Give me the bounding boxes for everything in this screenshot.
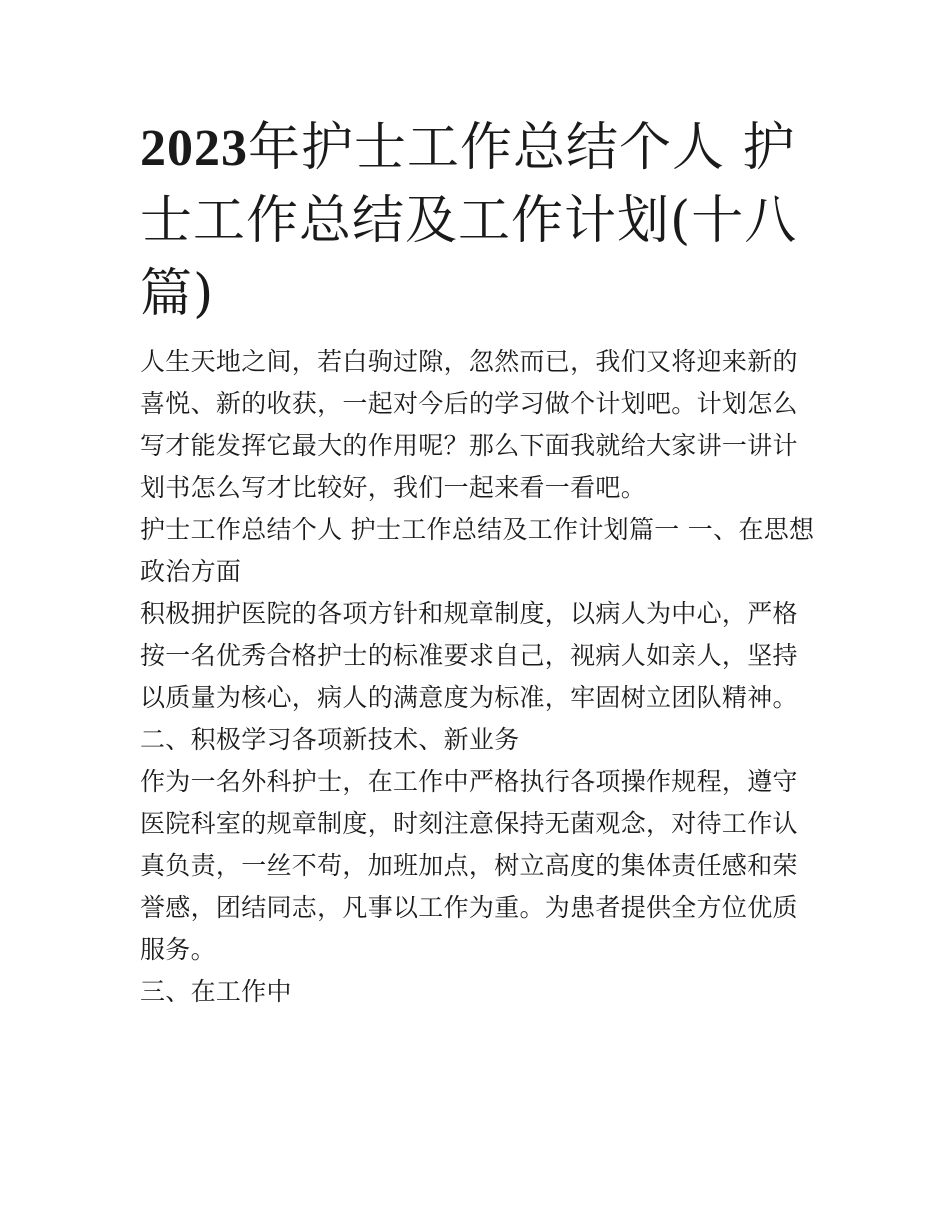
document-body (140, 341, 820, 1013)
document-page (140, 112, 820, 1013)
body-paragraph: 积极拥护医院的各项方针和规章制度，以病人为中心，严格按一名优秀合格护士的标准要求自己，视病人如亲人，坚持以质量为核心，病人的满意度为标准，牢固树立团队精神。 (140, 599, 798, 712)
body-paragraph: 作为一名外科护士，在工作中严格执行各项操作规程，遵守医院科室的规章制度，时刻注意保持无菌观念，对待工作认真负责，一丝不苟，加班加点，树立高度的集体责任感和荣誉感，团结同志，凡事以工作为重。为患者提供全方位优质服务。 (140, 767, 798, 964)
section-heading-2: 二、积极学习各项新技术、新业务 (140, 725, 520, 754)
intro-paragraph: 人生天地之间，若白驹过隙，忽然而已，我们又将迎来新的喜悦、新的收获，一起对今后的学习做个计划吧。计划怎么写才能发挥它最大的作用呢？那么下面我就给大家讲一讲计划书怎么写才比较好，我们一起来看一看吧。 (140, 347, 798, 502)
section-heading-3: 三、在工作中 (140, 977, 292, 1006)
section-heading-1: 护士工作总结个人 护士工作总结及工作计划篇一 一、在思想政治方面 (140, 515, 815, 586)
document-title (140, 112, 820, 331)
title-text: 年护士工作总结个人 护士工作总结及工作计划(十八篇) (140, 118, 798, 324)
title-year: 2023 (140, 120, 248, 177)
